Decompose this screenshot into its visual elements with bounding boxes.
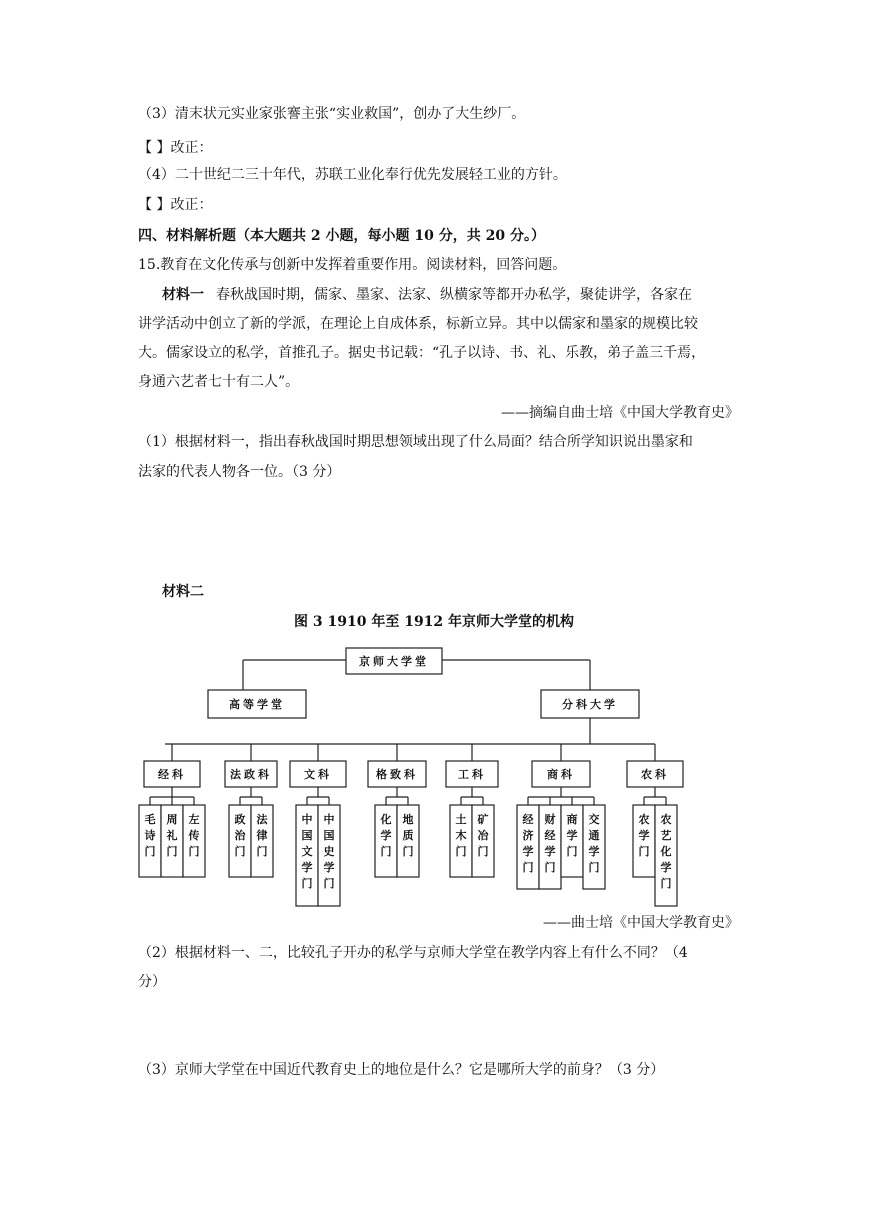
department-4-0-char: 木 — [455, 829, 467, 842]
department-1-0-char: 门 — [234, 845, 246, 858]
department-5-0-char: 济 — [522, 829, 534, 842]
faculty-4-label: 工科 — [458, 768, 486, 781]
material2-label: 材料二 — [162, 584, 204, 600]
department-2-0-char: 门 — [301, 877, 313, 890]
department-1-1-char: 法 — [256, 813, 268, 826]
department-2-0-char: 中 — [301, 813, 313, 826]
department-6-0-char: 农 — [638, 813, 650, 826]
department-2-1-char: 中 — [323, 813, 335, 826]
root-label: 京师大学堂 — [359, 655, 429, 668]
q15-intro: 15.教育在文化传承与创新中发挥着重要作用。阅读材料，回答问题。 — [138, 257, 567, 273]
department-5-3-char: 交 — [588, 813, 600, 826]
sub2-line2: 分） — [138, 974, 166, 990]
department-3-1-char: 门 — [402, 845, 414, 858]
department-6-1-char: 艺 — [660, 829, 672, 842]
level1-0-label: 高等学堂 — [229, 698, 285, 711]
department-0-2-char: 门 — [188, 845, 200, 858]
department-6-1-char: 农 — [660, 813, 672, 826]
department-5-3-char: 门 — [588, 861, 600, 874]
department-5-2-char: 学 — [566, 829, 578, 842]
department-1-1-char: 门 — [256, 845, 268, 858]
department-5-2-char: 门 — [566, 845, 578, 858]
faculty-0-label: 经科 — [158, 768, 186, 781]
department-6-1-char: 门 — [660, 877, 672, 890]
figure-title: 图 3 1910 年至 1912 年京师大学堂的机构 — [294, 614, 575, 630]
faculty-5-label: 商科 — [547, 768, 575, 781]
department-2-0-char: 学 — [301, 861, 313, 874]
department-1-0-char: 政 — [234, 813, 246, 826]
department-1-0-char: 治 — [234, 829, 246, 842]
q3-statement: （3）清末状元实业家张謇主张“实业救国”，创办了大生纱厂。 — [138, 106, 526, 122]
department-4-1-char: 门 — [477, 845, 489, 858]
sub1-line1: （1）根据材料一，指出春秋战国时期思想领域出现了什么局面？结合所学知识说出墨家和 — [138, 434, 693, 450]
material1-line3: 大。儒家设立的私学，首推孔子。据史书记载：“孔子以诗、书、礼、乐教，弟子盖三千焉， — [138, 345, 706, 361]
department-5-1-char: 学 — [544, 845, 556, 858]
sub2-line1: （2）根据材料一、二，比较孔子开办的私学与京师大学堂在教学内容上有什么不同？（4 — [138, 945, 688, 961]
department-5-0-char: 学 — [522, 845, 534, 858]
q3-correction: 【 】改正： — [138, 140, 213, 156]
sub1-line2: 法家的代表人物各一位。（3 分） — [138, 464, 341, 480]
faculty-2-label: 文科 — [304, 768, 332, 781]
faculty-1-label: 法政科 — [230, 768, 272, 781]
department-2-1-char: 学 — [323, 861, 335, 874]
department-0-2-char: 左 — [188, 813, 200, 826]
section-title: 四、材料解析题（本大题共 2 小题，每小题 10 分，共 20 分。） — [138, 228, 545, 244]
department-4-1-char: 矿 — [477, 813, 489, 826]
material1-source: ——摘编自曲士培《中国大学教育史》 — [501, 405, 739, 421]
department-5-3-char: 学 — [588, 845, 600, 858]
department-3-0-char: 化 — [380, 813, 392, 826]
material1-line2: 讲学活动中创立了新的学派，在理论上自成体系，标新立异。其中以儒家和墨家的规模比较 — [138, 316, 698, 332]
department-0-1-char: 门 — [166, 845, 178, 858]
department-5-1-char: 经 — [544, 829, 556, 842]
department-0-1-char: 礼 — [166, 829, 178, 842]
level1-1-label: 分科大学 — [562, 698, 618, 711]
department-5-1-char: 财 — [544, 813, 556, 826]
department-6-1-char: 化 — [660, 845, 672, 858]
material1-label: 材料一 — [162, 287, 204, 303]
department-2-0-char: 国 — [301, 829, 313, 842]
q4-correction: 【 】改正： — [138, 197, 213, 213]
department-6-0-char: 学 — [638, 829, 650, 842]
material1-text1: 春秋战国时期，儒家、墨家、法家、纵横家等都开办私学，聚徒讲学，各家在 — [216, 287, 692, 303]
department-2-0-char: 文 — [301, 845, 313, 858]
department-2-1-char: 国 — [323, 829, 335, 842]
department-3-1-char: 质 — [402, 829, 414, 842]
department-5-0-char: 门 — [522, 861, 534, 874]
department-4-0-char: 土 — [455, 813, 467, 826]
department-5-2-char: 商 — [566, 813, 578, 826]
faculty-3-label: 格致科 — [376, 768, 418, 781]
q4-statement: （4）二十世纪二三十年代，苏联工业化奉行优先发展轻工业的方针。 — [138, 167, 567, 183]
sub3: （3）京师大学堂在中国近代教育史上的地位是什么？它是哪所大学的前身？（3 分） — [138, 1062, 665, 1078]
department-4-0-char: 门 — [455, 845, 467, 858]
department-5-3-char: 通 — [588, 829, 600, 842]
material2-source: ——曲士培《中国大学教育史》 — [543, 915, 739, 931]
department-3-0-char: 学 — [380, 829, 392, 842]
department-6-1-char: 学 — [660, 861, 672, 874]
department-6-0-char: 门 — [638, 845, 650, 858]
department-0-1-char: 周 — [166, 813, 178, 826]
department-0-0-char: 诗 — [144, 829, 156, 842]
department-3-0-char: 门 — [380, 845, 392, 858]
department-1-1-char: 律 — [256, 829, 268, 842]
faculty-6-label: 农科 — [641, 768, 669, 781]
department-2-1-char: 史 — [323, 845, 335, 858]
department-5-0-char: 经 — [522, 813, 534, 826]
material1-line4: 身通六艺者七十有二人”。 — [138, 374, 300, 390]
department-5-1-char: 门 — [544, 861, 556, 874]
department-0-0-char: 门 — [144, 845, 156, 858]
department-3-1-char: 地 — [402, 813, 414, 826]
department-0-2-char: 传 — [188, 829, 200, 842]
department-2-1-char: 门 — [323, 877, 335, 890]
department-0-0-char: 毛 — [144, 813, 156, 826]
department-4-1-char: 冶 — [477, 829, 489, 842]
